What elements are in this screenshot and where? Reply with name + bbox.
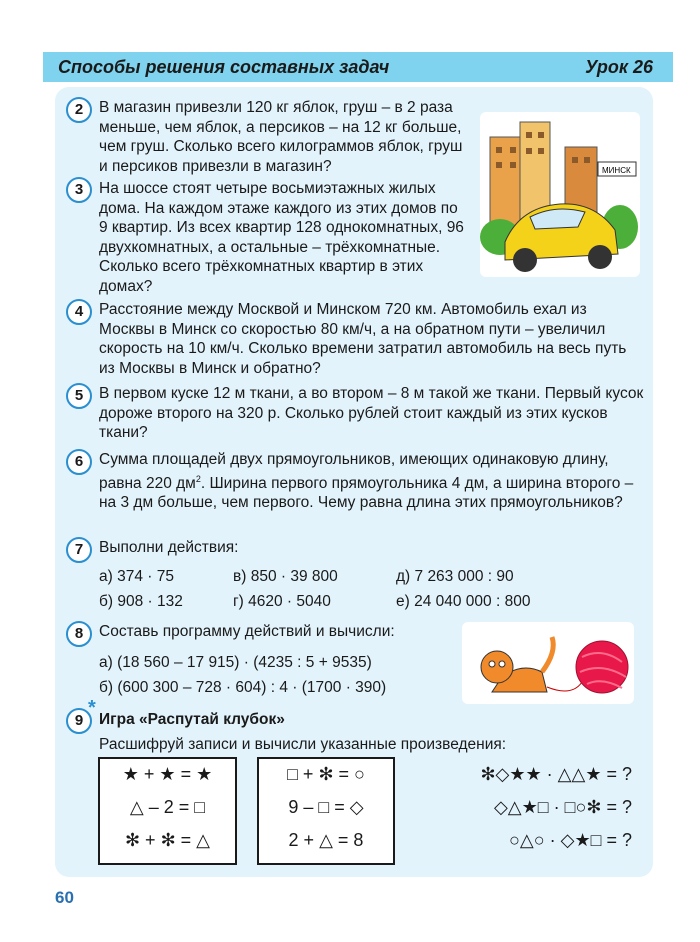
minsk-sign: МИНСК: [602, 166, 631, 175]
section-header: [43, 52, 673, 82]
game-equation: 2 + △ = 8: [288, 830, 364, 850]
task-6-superscript: 2: [195, 473, 201, 484]
task-7-text: Выполни действия:: [99, 539, 239, 556]
game-equation: 9 – □ = ◇: [288, 797, 364, 817]
page-number: 60: [55, 888, 74, 907]
task-8-number: 8: [66, 621, 92, 647]
task-7-item: г) 4620 · 5040: [233, 593, 331, 610]
task-8-expression-b: б) (600 300 – 728 · 604) : 4 · (1700 · 390): [99, 679, 387, 696]
task-3-text: На шоссе стоят четыре восьмиэтажных жилых дома. На каждом этаже каждого из этих домов по 9 квартир. Из всех квартир 128 однокомнатных, 96 двухкомнатных, а остальные – трёхкомнатные. Сколько всего трёхкомнатных квартир в этих домах?: [99, 180, 464, 295]
star-mark: *: [88, 697, 96, 719]
task-7-item: е) 24 040 000 : 800: [396, 593, 531, 610]
task-7-number: 7: [66, 537, 92, 563]
game-title: Игра «Распутай клубок»: [99, 711, 285, 728]
game-product-line: ◇△★□ · □○✻ = ?: [493, 797, 632, 817]
task-5-number: 5: [66, 383, 92, 409]
section-title: Способы решения составных задач: [58, 57, 390, 77]
task-4-text: Расстояние между Москвой и Минском 720 км. Автомобиль ехал из Москвы в Минск со скоростью 80 км/ч, а на обратном пути – увеличил скорость на 10 км/ч. Сколько времени затратил автомобиль на весь путь из Москвы в Минск и обратно?: [99, 301, 627, 377]
task-2-text: В магазин привезли 120 кг яблок, груш – в 2 раза меньше, чем яблок, а персиков – на 12 кг больше, чем груш. Сколько всего килограммов яблок, груш и персиков привезли в магазин?: [99, 99, 463, 175]
task-3-number: 3: [66, 177, 92, 203]
task-8-expression-a: а) (18 560 – 17 915) · (4235 : 5 + 9535): [99, 654, 372, 671]
task-7-item: д) 7 263 000 : 90: [396, 568, 514, 585]
city-car-picture: [480, 112, 640, 277]
task-6-text: [99, 450, 644, 513]
task-4-number: 4: [66, 299, 92, 325]
game-equation: △ – 2 = □: [129, 797, 206, 817]
cat-yarn-picture: [462, 622, 634, 704]
task-6-number: 6: [66, 449, 92, 475]
game-equation: ★ + ★ = ★: [122, 764, 213, 784]
game-product-line: ○△○ · ◇★□ = ?: [509, 830, 632, 850]
task-7-item: в) 850 · 39 800: [233, 568, 338, 585]
car-illustration: [480, 112, 640, 277]
task-5-text: В первом куске 12 м ткани, а во втором – 8 м такой же ткани. Первый кусок дороже второго на 320 р. Сколько рублей стоит каждый из этих кусков ткани?: [99, 385, 644, 441]
task-8-text: Составь программу действий и вычисли:: [99, 623, 395, 640]
cat-illustration: [462, 622, 634, 704]
task-7-item: а) 374 · 75: [99, 568, 174, 585]
lesson-label: Урок 26: [585, 57, 653, 77]
task-9-text: Расшифруй записи и вычисли указанные произведения:: [99, 736, 507, 753]
game-product-line: ✻◇★★ · △△★ = ?: [480, 764, 632, 784]
task-2-number: 2: [66, 97, 92, 123]
task-9-number: 9: [66, 708, 92, 734]
task-6-text-b: . Ширина первого прямоугольника 4 дм, а ширина второго – на 3 дм больше, чем первого. Чему равна длина этих прямоугольников?: [99, 474, 634, 512]
game-equation: □ + ✻ = ○: [287, 764, 365, 784]
game-equation: ✻ + ✻ = △: [124, 830, 211, 850]
task-6-text-a: Сумма площадей двух прямоугольников, имеющих одинаковую длину, равна 220 дм: [99, 451, 609, 492]
task-7-item: б) 908 · 132: [99, 593, 183, 610]
